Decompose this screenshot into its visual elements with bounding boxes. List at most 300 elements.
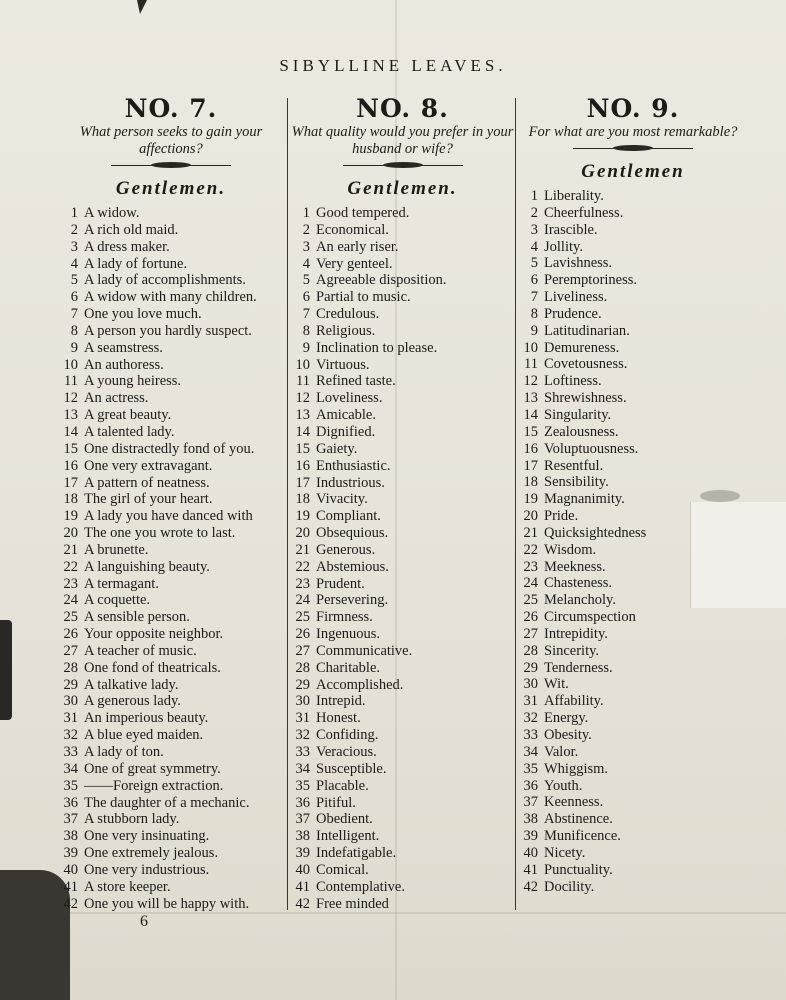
item-text: A termagant. [84,575,159,592]
item-number: 4 [302,255,310,272]
ornament-divider [343,161,463,171]
item-text: A sensible person. [84,609,190,626]
item-number: 39 [295,845,310,862]
item-number: 32 [523,710,538,727]
item-text: Religious. [316,322,376,339]
list-item [290,306,515,323]
ornament-divider [111,161,231,171]
item-text: A seamstress. [84,339,163,356]
item-number: 7 [302,306,310,323]
item-text: An actress. [84,390,149,407]
list-item [58,357,284,374]
item-number: 30 [63,693,78,710]
list-item [518,205,748,222]
column-question: What quality would you prefer in your husband or wife? [291,124,514,157]
item-text: Docility. [544,878,595,895]
item-text: Punctuality. [544,861,613,878]
list-item [290,407,515,424]
item-text: Munificence. [544,828,621,845]
list-item [518,643,748,660]
item-number: 1 [302,205,310,221]
item-text: Economical. [316,221,389,238]
list-item [518,778,748,795]
item-text: Demureness. [544,339,620,356]
list-item [58,626,284,643]
item-number: 5 [530,255,538,272]
item-text: Very genteel. [316,255,393,272]
item-text: The daughter of a mechanic. [84,794,250,811]
item-text: A rich old maid. [84,221,179,238]
item-number: 32 [295,727,310,744]
item-number: 2 [530,204,538,221]
list-item [518,559,748,576]
item-text: A talented lady. [84,423,175,440]
item-number: 23 [63,575,78,592]
item-text: A languishing beauty. [84,558,210,575]
item-text: Zealousness. [544,423,619,440]
column-divider [287,98,288,910]
list-item [518,356,748,373]
item-number: 32 [63,727,78,744]
item-text: A brunette. [84,541,149,558]
item-text: Generous. [316,541,376,558]
list-item [290,508,515,525]
item-number: 21 [63,541,78,558]
item-text: ——Foreign extraction. [84,777,224,794]
list-item [518,727,748,744]
item-text: One you love much. [84,306,202,323]
item-number: 23 [523,558,538,575]
item-number: 27 [63,642,78,659]
answer-list [290,205,515,912]
item-number: 39 [63,845,78,862]
item-text: Loveliness. [316,390,383,407]
list-item [518,239,748,256]
list-item [290,289,515,306]
item-number: 27 [523,625,538,642]
item-text: Shrewishness. [544,390,627,407]
item-text: Industrious. [316,474,385,491]
list-item [58,323,284,340]
list-item [58,660,284,677]
item-text: A talkative lady. [84,676,179,693]
page-title: SIBYLLINE LEAVES. [279,56,507,75]
item-number: 12 [63,390,78,407]
item-number: 6 [70,289,78,306]
item-number: 36 [523,777,538,794]
item-number: 2 [70,221,78,238]
item-text: Indefatigable. [316,845,397,862]
item-text: Jollity. [544,238,583,255]
item-number: 14 [523,406,538,423]
item-text: A lady of fortune. [84,255,188,272]
item-number: 28 [523,642,538,659]
item-number: 26 [63,626,78,643]
item-number: 19 [63,508,78,525]
item-text: Intrepidity. [544,625,608,642]
item-number: 36 [63,794,78,811]
item-text: Pride. [544,508,579,525]
item-number: 18 [295,491,310,508]
item-text: Affability. [544,693,604,710]
item-number: 10 [523,339,538,356]
item-number: 4 [530,238,538,255]
item-number: 9 [530,322,538,339]
item-text: Chasteness. [544,575,613,592]
list-item [58,559,284,576]
item-number: 25 [295,609,310,626]
item-text: Communicative. [316,642,413,659]
column-question: What person seeks to gain your affections? [79,124,263,157]
item-number: 12 [295,390,310,407]
list-item [290,458,515,475]
item-number: 34 [523,743,538,760]
item-number: 11 [524,356,538,373]
list-item [58,441,284,458]
item-text: Tenderness. [544,659,613,676]
list-item [58,289,284,306]
list-item [518,879,748,896]
item-number: 29 [63,676,78,693]
list-item [290,525,515,542]
item-text: An authoress. [84,356,164,373]
list-item [58,710,284,727]
item-text: Credulous. [316,306,380,323]
list-item [290,845,515,862]
column-number: NO. 7. [124,94,218,123]
item-number: 7 [530,289,538,306]
item-number: 15 [63,440,78,457]
list-item [58,677,284,694]
list-item [58,205,284,222]
item-text: Virtuous. [316,356,370,373]
list-item [290,357,515,374]
page-edge-shadow [0,620,12,720]
item-text: One fond of theatricals. [84,659,221,676]
list-item [58,475,284,492]
item-text: Amicable. [316,407,376,424]
item-text: Firmness. [316,609,373,626]
item-text: Latitudinarian. [544,322,630,339]
item-text: Partial to music. [316,289,411,306]
item-text: The one you wrote to last. [84,525,236,542]
item-text: A lady of accomplishments. [84,272,246,289]
item-number: 29 [523,659,538,676]
item-number: 3 [302,238,310,255]
column-question: For what are you most remarkable? [528,124,738,140]
list-item [518,660,748,677]
list-item [290,811,515,828]
item-text: Accomplished. [316,676,404,693]
list-item [518,525,748,542]
item-number: 38 [295,828,310,845]
list-item [290,323,515,340]
item-number: 42 [295,895,310,912]
item-text: A pattern of neatness. [84,474,210,491]
paper-tear-mark [137,0,147,14]
item-number: 31 [63,710,78,727]
item-number: 37 [63,811,78,828]
list-item [58,373,284,390]
item-text: Nicety. [544,844,586,861]
item-number: 40 [523,844,538,861]
item-number: 18 [523,474,538,491]
item-number: 24 [295,592,310,609]
item-text: One very industrious. [84,861,210,878]
list-item [290,424,515,441]
item-text: Compliant. [316,508,381,525]
list-item [290,626,515,643]
item-number: 6 [302,289,310,306]
item-text: A stubborn lady. [84,811,180,828]
list-item [518,458,748,475]
list-item [518,845,748,862]
item-number: 22 [523,541,538,558]
item-number: 11 [64,373,78,390]
item-number: 24 [63,592,78,609]
item-text: One distractedly fond of you. [84,440,255,457]
item-number: 14 [295,423,310,440]
item-number: 39 [523,828,538,845]
item-number: 16 [523,440,538,457]
item-text: One you will be happy with. [84,895,250,912]
item-text: Prudent. [316,575,365,592]
item-number: 34 [63,760,78,777]
list-item [290,795,515,812]
item-number: 11 [296,373,310,390]
item-text: Susceptible. [316,760,387,777]
item-number: 42 [63,895,78,912]
list-item [58,896,284,913]
item-text: Covetousness. [544,356,628,373]
list-item [290,660,515,677]
item-text: Vivacity. [316,491,368,508]
item-number: 19 [523,491,538,508]
list-item [290,744,515,761]
list-item [518,794,748,811]
list-item [518,491,748,508]
item-text: An imperious beauty. [84,710,209,727]
item-number: 1 [70,205,78,221]
item-text: A lady of ton. [84,744,164,760]
list-item [518,340,748,357]
list-item [58,795,284,812]
answer-list [58,205,284,912]
list-item [58,525,284,542]
item-number: 6 [530,272,538,289]
item-text: Irascible. [544,221,598,238]
item-text: Comical. [316,861,369,878]
list-item [290,828,515,845]
list-item [58,744,284,761]
item-text: Sensibility. [544,474,609,491]
list-item [58,390,284,407]
list-item [518,744,748,761]
item-text: A dress maker. [84,238,170,255]
item-text: Lavishness. [544,255,613,272]
list-item [290,576,515,593]
list-item [58,828,284,845]
item-text: Peremptoriness. [544,272,638,289]
list-item [290,693,515,710]
list-item [518,828,748,845]
list-item [290,239,515,256]
item-number: 20 [63,525,78,542]
item-text: A teacher of music. [84,642,197,659]
list-item [58,727,284,744]
item-number: 38 [523,811,538,828]
item-text: A widow. [84,205,140,221]
item-number: 10 [295,356,310,373]
list-item [58,407,284,424]
item-number: 27 [295,642,310,659]
item-number: 35 [63,777,78,794]
list-item [290,727,515,744]
list-item [290,778,515,795]
item-text: Enthusiastic. [316,457,391,474]
item-number: 22 [63,558,78,575]
item-number: 20 [523,508,538,525]
item-text: A lady you have danced with [84,508,253,525]
item-text: Melancholy. [544,592,616,609]
item-text: Youth. [544,777,583,794]
item-text: A great beauty. [84,407,172,424]
list-item [290,896,515,913]
list-item [290,710,515,727]
column-heading: Gentlemen [581,161,685,182]
list-item [290,542,515,559]
column-divider [515,98,516,910]
list-item [518,188,748,205]
item-text: Confiding. [316,727,379,744]
answer-list [518,188,748,895]
list-item [58,424,284,441]
item-number: 35 [295,777,310,794]
item-number: 26 [523,609,538,626]
item-text: Circumspection [544,609,636,626]
list-item [290,373,515,390]
item-number: 10 [63,356,78,373]
item-text: Honest. [316,710,361,727]
item-text: Resentful. [544,457,604,474]
item-text: A person you hardly suspect. [84,322,252,339]
list-item [58,491,284,508]
list-item [58,458,284,475]
item-number: 40 [295,861,310,878]
item-number: 31 [295,710,310,727]
item-text: A generous lady. [84,693,181,710]
list-item [58,256,284,273]
item-text: Ingenuous. [316,626,381,643]
list-item [290,677,515,694]
list-item [58,306,284,323]
item-text: Loftiness. [544,373,602,390]
ornament-divider [573,144,693,154]
item-number: 9 [302,339,310,356]
item-text: Liveliness. [544,289,608,306]
item-text: One very extravagant. [84,457,213,474]
list-item [290,592,515,609]
column-heading: Gentlemen. [347,178,458,199]
item-text: A store keeper. [84,878,171,895]
item-number: 8 [70,322,78,339]
item-number: 20 [295,525,310,542]
item-text: Your opposite neighbor. [84,626,224,643]
list-item [290,222,515,239]
list-item [518,272,748,289]
list-item [58,340,284,357]
column-number: NO. 9. [586,94,680,123]
item-number: 33 [523,727,538,743]
list-item [58,811,284,828]
list-item [58,862,284,879]
item-number: 28 [63,659,78,676]
item-number: 13 [295,407,310,424]
list-item [290,643,515,660]
list-item [518,676,748,693]
item-number: 15 [295,440,310,457]
item-text: An early riser. [316,238,399,255]
list-item [518,542,748,559]
item-number: 9 [70,339,78,356]
list-item [518,474,748,491]
item-text: Wit. [544,676,569,693]
list-item [518,710,748,727]
column-no-8 [290,94,515,912]
list-item [58,272,284,289]
list-item [290,272,515,289]
item-number: 17 [295,474,310,491]
list-item [58,508,284,525]
list-item [518,407,748,424]
item-number: 19 [295,508,310,525]
list-item [290,475,515,492]
list-item [290,390,515,407]
list-item [518,373,748,390]
item-number: 31 [523,693,538,710]
list-item [58,879,284,896]
item-text: Gaiety. [316,440,358,457]
item-number: 17 [523,457,538,474]
item-text: Magnanimity. [544,491,625,508]
list-item [518,761,748,778]
item-number: 38 [63,828,78,845]
list-item [518,575,748,592]
list-item [58,778,284,795]
item-text: Good tempered. [316,205,410,221]
item-text: Abstemious. [316,558,389,575]
item-text: Persevering. [316,592,389,609]
list-item [518,508,748,525]
item-text: A coquette. [84,592,151,609]
list-item [58,643,284,660]
list-item [58,592,284,609]
item-text: Quicksightedness [544,524,647,541]
item-number: 41 [295,878,310,895]
item-text: Wisdom. [544,541,597,558]
list-item [518,693,748,710]
item-number: 28 [295,659,310,676]
item-number: 8 [302,322,310,339]
list-item [518,424,748,441]
list-item [290,491,515,508]
item-text: Obsequious. [316,525,389,542]
item-text: Intelligent. [316,828,380,845]
item-number: 3 [530,221,538,238]
list-item [58,542,284,559]
list-item [518,609,748,626]
list-item [518,289,748,306]
